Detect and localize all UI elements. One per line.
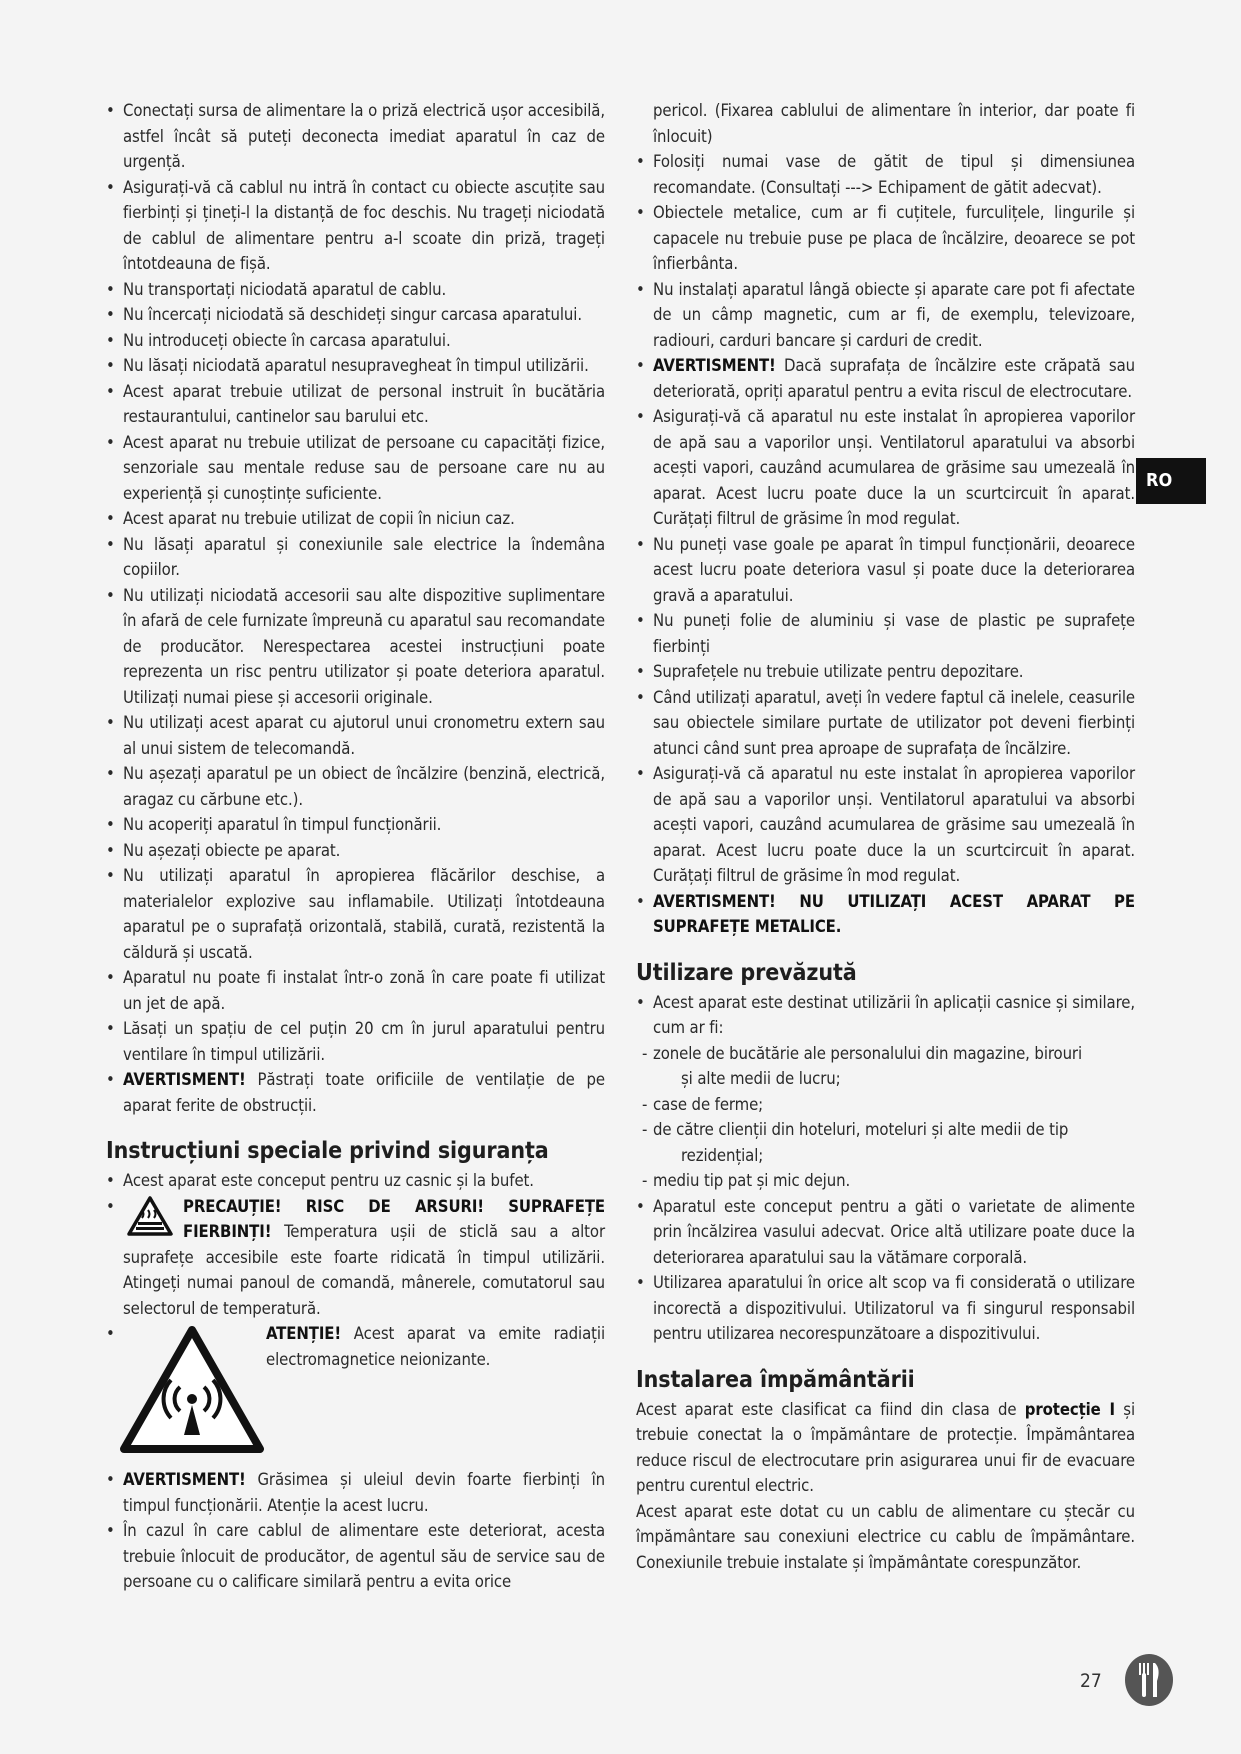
list-item: • Nu introduceți obiecte în carcasa aparatului. [106, 328, 605, 354]
section-heading-intended-use: Utilizare prevăzută [636, 959, 857, 986]
cutlery-logo-icon [1124, 1653, 1174, 1707]
list-item: • Lăsați un spațiu de cel puțin 20 cm în jurul aparatului pentru ventilare în timpul utilizării. [106, 1016, 605, 1067]
emf-label: ATENȚIE! [266, 1324, 342, 1343]
right-column [636, 98, 1135, 1575]
warning-label: AVERTISMENT! [123, 1070, 246, 1089]
list-item: • Suprafețele nu trebuie utilizate pentru depozitare. [636, 659, 1135, 685]
list-item: • Când utilizați aparatul, aveți în vedere faptul că inelele, ceasurile sau obiectele similare purtate de utilizator pot deveni fierbinți atunci când sunt prea aproape de suprafața de încălzire. [636, 685, 1135, 762]
emf-warning [106, 1321, 605, 1467]
section-heading-grounding: Instalarea împământării [636, 1366, 915, 1393]
paragraph-text: și trebuie conectat la o împământare de protecție. Împământarea reduce riscul de electrocutare prin asigurarea unui fir de evacuare pentru curentul electric. [636, 1399, 1136, 1495]
list-item: • Folosiți numai vase de gătit de tipul și dimensiunea recomandate. (Consultați ---> Echipament de gătit adecvat). [636, 149, 1135, 200]
crack-warning [636, 353, 1135, 404]
paragraph-text: Acest aparat este clasificat ca fiind din clasa de [636, 1399, 1025, 1419]
sub-list-item: - zonele de bucătărie ale personalului din magazine, birouri [636, 1041, 1135, 1067]
list-item: • Nu încercați niciodată să deschideți singur carcasa aparatului. [106, 302, 605, 328]
warning-text: Păstrați toate orificiile de ventilație de pe aparat ferite de obstrucții. [123, 1070, 605, 1115]
list-item: • Nu așezați aparatul pe un obiect de încălzire (benzină, electrică, aragaz cu cărbune etc.). [106, 761, 605, 812]
hot-surface-icon [127, 1196, 173, 1236]
emf-text: Acest aparat va emite radiații electromagnetice neionizante. [266, 1324, 605, 1369]
list-item: • Nu acoperiți aparatul în timpul funcționării. [106, 812, 605, 838]
sub-list-item: - case de ferme; [636, 1092, 1135, 1118]
burn-text: Temperatura ușii de sticlă sau a altor suprafețe accesibile este foarte ridicată în timpul utilizării. Atingeți numai panoul de comandă, mânerele, comutatorul sau selectorul de temperatură. [123, 1222, 605, 1318]
sub-list-item: - de către clienții din hoteluri, moteluri și alte medii de tip [636, 1117, 1135, 1143]
metal-surface-warning [636, 889, 1135, 940]
list-item: • Acest aparat nu trebuie utilizat de persoane cu capacități fizice, senzoriale sau mentale reduse sau de persoane care nu au experiență și cunoștințe suficiente. [106, 430, 605, 507]
sub-list-item-cont: și alte medii de lucru; [681, 1069, 841, 1088]
list-item: • Nu așezați obiecte pe aparat. [106, 838, 605, 864]
list-item: • În cazul în care cablul de alimentare este deteriorat, acesta trebuie înlocuit de producător, de agentul său de service sau de persoane cu o calificare similară pentru a evita orice [106, 1518, 605, 1595]
sub-list-item-cont: rezidențial; [681, 1145, 764, 1165]
ventilation-warning [106, 1067, 605, 1118]
page-number: 27 [1080, 1670, 1102, 1692]
burn-warning [106, 1194, 605, 1322]
list-item: • Acest aparat este conceput pentru uz casnic și la bufet. [106, 1168, 605, 1194]
grounding-paragraph [636, 1397, 1135, 1499]
list-item: • Acest aparat nu trebuie utilizat de copii în niciun caz. [106, 506, 605, 532]
list-item: • Asigurați-vă că cablul nu intră în contact cu obiecte ascuțite sau fierbinți și țineți-l la distanță de foc deschis. Nu trageți niciodată de cablul de alimentare pentru a-l scoate din priză, trageți întotdeauna de fișă. [106, 175, 605, 277]
burn-label: PRECAUȚIE! RISC DE ARSURI! SUPRAFEȚE FIERBINȚI! [183, 1196, 605, 1241]
list-item: • Nu utilizați aparatul în apropierea flăcărilor deschise, a materialelor explozive sau inflamabile. Utilizați întotdeauna aparatul pe o suprafață orizontală, stabilă, curată, rezistentă la căldură și uscată. [106, 863, 605, 965]
list-item: • Conectați sursa de alimentare la o priză electrică ușor accesibilă, astfel încât să puteți deconecta imediat aparatul în caz de urgență. [106, 98, 605, 175]
list-item: • Obiectele metalice, cum ar fi cuțitele, furculițele, lingurile și capacele nu trebuie puse pe placa de încălzire, deoarece se pot înfierbânta. [636, 200, 1135, 277]
list-item: • Nu instalați aparatul lângă obiecte și aparate care pot fi afectate de un câmp magnetic, cum ar fi, de exemplu, televizoare, radiouri, carduri bancare și carduri de credit. [636, 277, 1135, 354]
warning-label: AVERTISMENT! NU UTILIZAȚI ACEST APARAT PE SUPRAFEȚE METALICE. [653, 891, 1135, 936]
left-column [106, 98, 605, 1595]
list-item: • Nu puneți vase goale pe aparat în timpul funcționării, deoarece acest lucru poate deteriora vasul și poate duce la deteriorarea gravă a aparatului. [636, 532, 1135, 609]
list-item: • Nu transportați niciodată aparatul de cablu. [106, 277, 605, 303]
section-heading-safety: Instrucțiuni speciale privind siguranța [106, 1138, 549, 1164]
language-tab: RO [1136, 458, 1206, 504]
list-item: • Nu lăsați niciodată aparatul nesupravegheat în timpul utilizării. [106, 353, 605, 379]
warning-text: Grăsimea și uleiul devin foarte fierbinți în timpul funcționării. Atenție la acest lucru. [123, 1470, 605, 1515]
list-item: • Aparatul este conceput pentru a găti o varietate de alimente prin încălzirea vasului adecvat. Orice altă utilizare poate duce la deteriorarea aparatului sau la vătămare corporală. [636, 1194, 1135, 1271]
continued-text: pericol. (Fixarea cablului de alimentare în interior, dar poate fi înlocuit) [653, 101, 1135, 146]
grounding-paragraph: Acest aparat este dotat cu un cablu de alimentare cu ștecăr cu împământare sau conexiuni electrice cu cablu de împământare. Conexiunile trebuie instalate și împământate corespunzător. [636, 1501, 1135, 1572]
list-item: • Aparatul nu poate fi instalat într-o zonă în care poate fi utilizat un jet de apă. [106, 965, 605, 1016]
warning-label: AVERTISMENT! [123, 1470, 246, 1489]
grease-warning [106, 1467, 605, 1518]
radiation-warning-icon [120, 1325, 264, 1455]
list-item: • Acest aparat trebuie utilizat de personal instruit în bucătăria restaurantului, cantinelor sau barului etc. [106, 379, 605, 430]
sub-list-item: - mediu tip pat și mic dejun. [636, 1168, 1135, 1194]
list-item: • Asigurați-vă că aparatul nu este instalat în apropierea vaporilor de apă sau a vaporilor unși. Ventilatorul aparatului va absorbi acești vapori, cauzând acumularea de grăsime sau umezeală în aparat. Acest lucru poate duce la un scurtcircuit în aparat. Curățați filtrul de grăsime în mod regulat. [636, 404, 1135, 532]
list-item: • Asigurați-vă că aparatul nu este instalat în apropierea vaporilor de apă sau a vaporilor unși. Ventilatorul aparatului va absorbi acești vapori, cauzând acumularea de grăsime sau umezeală în aparat. Acest lucru poate duce la un scurtcircuit în aparat. Curățați filtrul de grăsime în mod regulat. [636, 761, 1135, 889]
list-item: • Utilizarea aparatului în orice alt scop va fi considerată o utilizare incorectă a dispozitivului. Utilizatorul va fi singurul responsabil pentru utilizarea necorespunzătoare a dispozitivului. [636, 1270, 1135, 1347]
list-item: • Nu lăsați aparatul și conexiunile sale electrice la îndemâna copiilor. [106, 532, 605, 583]
warning-text: Dacă suprafața de încălzire este crăpată sau deteriorată, opriți aparatul pentru a evita riscul de electrocutare. [653, 356, 1135, 401]
list-item: • Acest aparat este destinat utilizării în aplicații casnice și similare, cum ar fi: [636, 990, 1135, 1041]
list-item: • Nu puneți folie de aluminiu și vase de plastic pe suprafețe fierbinți [636, 608, 1135, 659]
protection-class: protecție I [1024, 1399, 1115, 1419]
list-item: • Nu utilizați niciodată accesorii sau alte dispozitive suplimentare în afară de cele furnizate împreună cu aparatul sau recomandate de producător. Nerespectarea acestei instrucțiuni poate reprezenta un risc pentru utilizator și poate deteriora aparatul. Utilizați numai piese și accesorii originale. [106, 583, 605, 711]
list-item: • Nu utilizați acest aparat cu ajutorul unui cronometru extern sau al unui sistem de telecomandă. [106, 710, 605, 761]
warning-label: AVERTISMENT! [653, 356, 776, 375]
